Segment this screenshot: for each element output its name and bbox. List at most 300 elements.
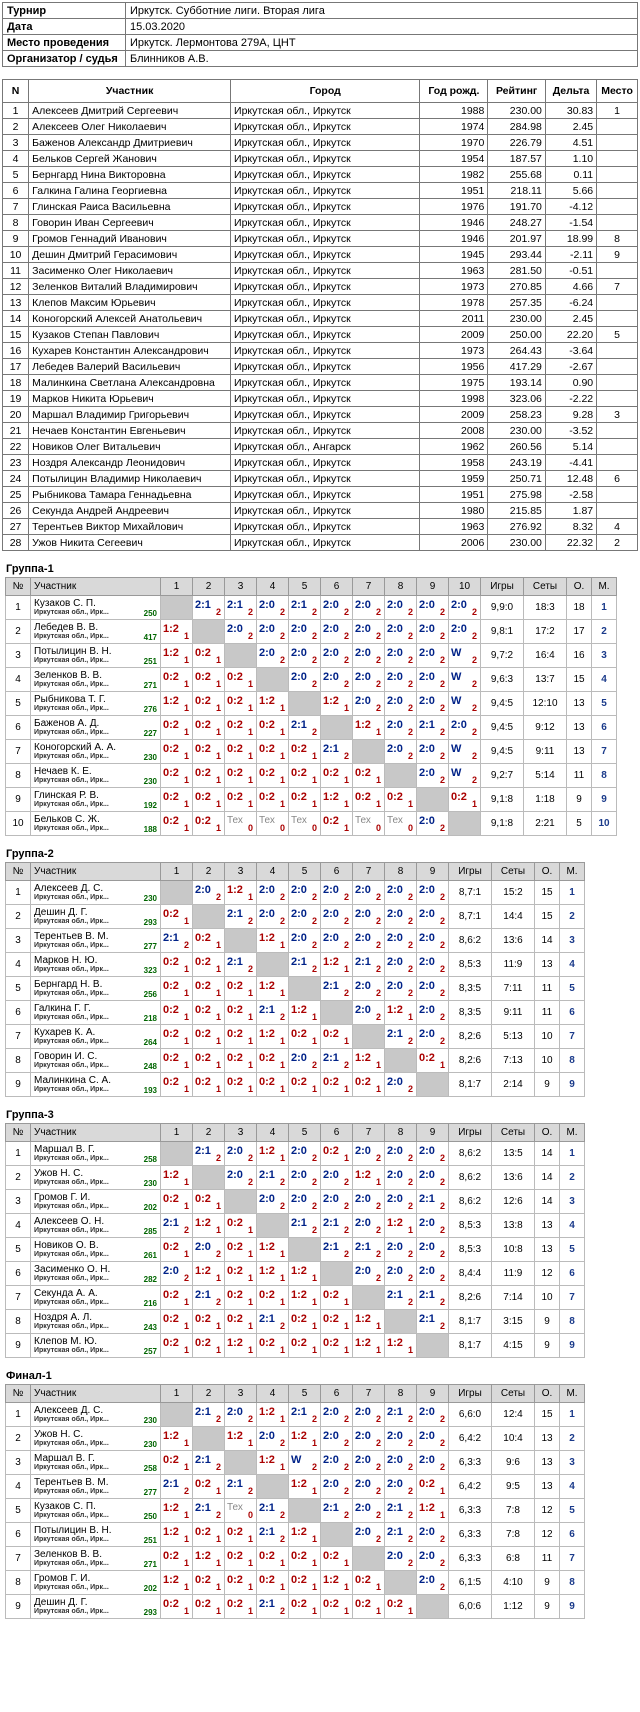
result-cell <box>417 1547 449 1571</box>
column-header: 5 <box>289 863 321 881</box>
participant-rating: 193 <box>143 1086 157 1095</box>
result-cell <box>193 1001 225 1025</box>
match-score: Тех <box>227 1502 243 1513</box>
match-score: 1:2 <box>227 1430 243 1442</box>
games-value: 8,2:6 <box>449 1049 492 1073</box>
result-cell <box>257 692 289 716</box>
points-value: 9 <box>535 1595 560 1619</box>
participant-rating: 271 <box>143 681 157 690</box>
match-score: 0:2 <box>163 1193 179 1205</box>
column-header: Дельта <box>545 80 596 103</box>
table-row <box>3 311 638 327</box>
participant-name: Говорин И. С. <box>34 1051 98 1062</box>
result-cell <box>289 716 321 740</box>
participant-name: Ужов Н. С. <box>34 1168 84 1179</box>
row-number: 7 <box>6 1547 31 1571</box>
self-cell <box>289 1238 321 1262</box>
match-points: 2 <box>215 1249 221 1259</box>
result-cell <box>353 1403 385 1427</box>
match-points: 0 <box>279 823 285 833</box>
match-points: 2 <box>407 1438 413 1448</box>
table-cell: 12.48 <box>545 471 596 487</box>
match-score: 2:0 <box>355 1502 371 1514</box>
result-cell <box>225 881 257 905</box>
match-points: 1 <box>247 1084 253 1094</box>
match-score: 2:1 <box>291 1217 307 1229</box>
match-score: 2:0 <box>323 599 339 611</box>
match-points: 1 <box>311 1273 317 1283</box>
match-score: 0:2 <box>291 791 307 803</box>
result-cell <box>161 1451 193 1475</box>
match-points: 1 <box>215 1486 221 1496</box>
games-value: 6,4:2 <box>449 1427 492 1451</box>
table-row <box>3 359 638 375</box>
row-number: 4 <box>6 668 31 692</box>
match-points: 2 <box>215 1414 221 1424</box>
group-row <box>6 740 617 764</box>
row-number: 7 <box>6 1286 31 1310</box>
table-cell: 1970 <box>420 135 488 151</box>
result-cell <box>161 740 193 764</box>
result-cell <box>353 905 385 929</box>
table-cell: 264.43 <box>488 343 546 359</box>
sets-value: 5:13 <box>492 1025 535 1049</box>
result-cell <box>385 788 417 812</box>
result-cell <box>161 1547 193 1571</box>
match-score: 2:0 <box>259 884 275 896</box>
row-number: 1 <box>6 596 31 620</box>
match-score: 2:0 <box>323 1478 339 1490</box>
sets-value: 14:4 <box>492 905 535 929</box>
table-cell: Иркутская обл., Иркутск <box>231 503 420 519</box>
self-cell <box>257 953 289 977</box>
table-row <box>3 167 638 183</box>
sets-value: 16:4 <box>524 644 567 668</box>
match-points: 0 <box>375 823 381 833</box>
match-points: 2 <box>439 727 445 737</box>
result-cell <box>193 764 225 788</box>
match-points: 1 <box>407 1345 413 1355</box>
result-cell <box>257 1049 289 1073</box>
match-score: 0:2 <box>227 1550 243 1562</box>
match-score: 2:1 <box>291 719 307 731</box>
table-cell <box>597 295 638 311</box>
result-cell <box>417 1571 449 1595</box>
match-points: 1 <box>215 1060 221 1070</box>
match-score: 0:2 <box>227 1313 243 1325</box>
result-cell <box>417 596 449 620</box>
match-score: 2:1 <box>259 1526 275 1538</box>
games-value: 8,6:2 <box>449 1190 492 1214</box>
match-points: 1 <box>215 655 221 665</box>
participant-name: Коногорский А. А. <box>34 742 117 753</box>
participant-region: Иркутская обл., Ирк... <box>34 825 109 832</box>
match-points: 1 <box>183 1438 189 1448</box>
result-cell <box>385 1499 417 1523</box>
points-value: 9 <box>535 1571 560 1595</box>
match-points: 1 <box>311 1012 317 1022</box>
match-score: 1:2 <box>387 1217 403 1229</box>
result-cell <box>161 1571 193 1595</box>
self-cell <box>257 668 289 692</box>
match-points: 1 <box>279 1345 285 1355</box>
match-points: 2 <box>215 1297 221 1307</box>
match-score: 0:2 <box>419 1052 435 1064</box>
participant-region: Иркутская обл., Ирк... <box>34 633 109 640</box>
result-cell <box>321 1427 353 1451</box>
participant-rating: 230 <box>143 1416 157 1425</box>
match-score: 0:2 <box>259 1289 275 1301</box>
result-cell <box>225 1286 257 1310</box>
match-score: 2:0 <box>451 719 467 731</box>
result-cell <box>417 1523 449 1547</box>
match-points: 1 <box>247 1225 253 1235</box>
place-value: 3 <box>560 1451 585 1475</box>
match-score: 2:1 <box>259 1502 275 1514</box>
participant-cell <box>31 1595 161 1619</box>
place-value: 3 <box>592 644 617 668</box>
participant-cell <box>31 905 161 929</box>
table-row <box>3 343 638 359</box>
match-score: 2:0 <box>419 1145 435 1157</box>
match-score: 0:2 <box>259 767 275 779</box>
participant-cell <box>31 668 161 692</box>
result-cell <box>193 929 225 953</box>
match-score: 2:0 <box>387 1550 403 1562</box>
match-points: 1 <box>183 775 189 785</box>
participant-rating: 230 <box>143 777 157 786</box>
result-cell <box>321 740 353 764</box>
match-score: Тех <box>355 815 371 826</box>
match-points: 2 <box>343 1060 349 1070</box>
table-cell <box>597 119 638 135</box>
result-cell <box>289 1142 321 1166</box>
table-cell: Кузаков Степан Павлович <box>29 327 231 343</box>
games-value: 8,3:5 <box>449 977 492 1001</box>
match-points: 1 <box>183 988 189 998</box>
row-number: 9 <box>6 1595 31 1619</box>
place-value: 5 <box>560 977 585 1001</box>
match-points: 2 <box>375 1534 381 1544</box>
match-score: 2:0 <box>355 671 371 683</box>
match-score: 1:2 <box>163 1430 179 1442</box>
column-header: 2 <box>193 863 225 881</box>
group-row <box>6 1238 585 1262</box>
participant-name: Баженов А. Д. <box>34 718 100 729</box>
match-score: 2:0 <box>387 599 403 611</box>
match-points: 2 <box>471 727 477 737</box>
table-cell: 323.06 <box>488 391 546 407</box>
points-value: 10 <box>535 1286 560 1310</box>
match-score: 2:0 <box>355 623 371 635</box>
info-key: Дата <box>3 19 126 35</box>
match-points: 1 <box>279 1084 285 1094</box>
points-value: 9 <box>535 1073 560 1097</box>
sets-value: 9:6 <box>492 1451 535 1475</box>
match-score: 0:2 <box>163 1454 179 1466</box>
table-cell: Иркутская обл., Иркутск <box>231 151 420 167</box>
sets-value: 12:4 <box>492 1403 535 1427</box>
group-row <box>6 1571 585 1595</box>
match-score: 2:1 <box>227 1478 243 1490</box>
match-score: 1:2 <box>259 932 275 944</box>
match-points: 2 <box>407 751 413 761</box>
table-cell <box>597 135 638 151</box>
table-cell: 2 <box>3 119 29 135</box>
row-number: 6 <box>6 1262 31 1286</box>
match-points: 1 <box>183 727 189 737</box>
self-cell <box>417 1595 449 1619</box>
result-cell <box>321 1334 353 1358</box>
group-header-row <box>6 578 617 596</box>
result-cell <box>321 1403 353 1427</box>
match-points: 1 <box>183 1558 189 1568</box>
match-score: 2:0 <box>163 1265 179 1277</box>
match-score: 2:0 <box>259 599 275 611</box>
match-points: 1 <box>375 1582 381 1592</box>
match-score: 2:0 <box>323 1193 339 1205</box>
match-points: 2 <box>375 703 381 713</box>
result-cell <box>289 644 321 668</box>
result-cell <box>257 1334 289 1358</box>
games-value: 9,1:8 <box>481 812 524 836</box>
participant-rating: 218 <box>143 1014 157 1023</box>
match-score: 2:0 <box>387 884 403 896</box>
result-cell <box>289 929 321 953</box>
tournament-info <box>2 2 638 67</box>
column-header: 6 <box>321 578 353 596</box>
result-cell <box>225 812 257 836</box>
match-score: 0:2 <box>227 671 243 683</box>
column-header: № <box>6 578 31 596</box>
match-points: 2 <box>407 988 413 998</box>
table-cell: Иркутская обл., Иркутск <box>231 375 420 391</box>
participant-rating: 258 <box>143 1155 157 1164</box>
table-cell: 8 <box>597 231 638 247</box>
match-score: 0:2 <box>227 1217 243 1229</box>
match-points: 1 <box>247 1060 253 1070</box>
match-score: 1:2 <box>195 1265 211 1277</box>
place-value: 7 <box>560 1547 585 1571</box>
result-cell <box>321 1142 353 1166</box>
games-value: 8,6:2 <box>449 1166 492 1190</box>
match-score: 0:2 <box>195 695 211 707</box>
match-score: 0:2 <box>291 1028 307 1040</box>
group-title: Группа-3 <box>6 1109 54 1121</box>
group-row <box>6 881 585 905</box>
match-points: 2 <box>439 1558 445 1568</box>
table-cell: 8.32 <box>545 519 596 535</box>
table-cell: 19 <box>3 391 29 407</box>
match-score: 2:0 <box>355 599 371 611</box>
table-cell: 1988 <box>420 103 488 119</box>
participant-rating: 271 <box>143 1560 157 1569</box>
column-header: 9 <box>417 1124 449 1142</box>
match-points: 2 <box>439 775 445 785</box>
table-cell: 30.83 <box>545 103 596 119</box>
match-score: 0:2 <box>291 1337 307 1349</box>
match-points: 2 <box>407 1414 413 1424</box>
match-points: 2 <box>279 892 285 902</box>
table-cell <box>597 391 638 407</box>
table-cell: 276.92 <box>488 519 546 535</box>
participant-rating: 250 <box>143 609 157 618</box>
match-points: 1 <box>215 1558 221 1568</box>
table-cell: Иркутская обл., Иркутск <box>231 423 420 439</box>
result-cell <box>321 977 353 1001</box>
table-cell: Зеленков Виталий Владимирович <box>29 279 231 295</box>
group-row <box>6 620 617 644</box>
match-score: 1:2 <box>163 1526 179 1538</box>
result-cell <box>353 1523 385 1547</box>
match-points: 2 <box>439 823 445 833</box>
table-cell: 187.57 <box>488 151 546 167</box>
table-cell: 1951 <box>420 487 488 503</box>
self-cell <box>225 929 257 953</box>
table-cell: 1 <box>597 103 638 119</box>
column-header: М. <box>560 1385 585 1403</box>
result-cell <box>161 1286 193 1310</box>
match-score: 0:2 <box>355 1076 371 1088</box>
match-score: 1:2 <box>259 980 275 992</box>
result-cell <box>193 953 225 977</box>
match-score: 2:0 <box>419 932 435 944</box>
match-score: 0:2 <box>259 719 275 731</box>
games-value: 8,4:4 <box>449 1262 492 1286</box>
result-cell <box>321 1073 353 1097</box>
match-points: 2 <box>375 916 381 926</box>
match-points: 1 <box>183 916 189 926</box>
match-score: 2:0 <box>387 1193 403 1205</box>
match-points: 1 <box>407 1225 413 1235</box>
table-cell: Иркутская обл., Иркутск <box>231 535 420 551</box>
result-cell <box>385 692 417 716</box>
match-score: 2:1 <box>195 1145 211 1157</box>
group-title: Группа-1 <box>6 563 54 575</box>
match-score: 1:2 <box>259 1145 275 1157</box>
match-score: 2:1 <box>355 956 371 968</box>
participant-region: Иркутская обл., Ирк... <box>34 1440 109 1447</box>
place-value: 9 <box>560 1073 585 1097</box>
match-score: 2:0 <box>419 956 435 968</box>
match-score: 0:2 <box>323 1076 339 1088</box>
result-cell <box>417 1262 449 1286</box>
match-points: 1 <box>215 1036 221 1046</box>
result-cell <box>193 1286 225 1310</box>
result-cell <box>353 929 385 953</box>
table-row <box>3 119 638 135</box>
match-points: 2 <box>407 631 413 641</box>
result-cell <box>353 1427 385 1451</box>
match-points: 1 <box>247 1438 253 1448</box>
column-header: М. <box>592 578 617 596</box>
table-cell <box>597 439 638 455</box>
match-points: 2 <box>279 1012 285 1022</box>
column-header: Сеты <box>524 578 567 596</box>
table-row <box>3 151 638 167</box>
table-cell: 28 <box>3 535 29 551</box>
participant-region: Иркутская обл., Ирк... <box>34 966 109 973</box>
match-points: 2 <box>311 1177 317 1187</box>
match-points: 1 <box>311 751 317 761</box>
match-score: 0:2 <box>195 1076 211 1088</box>
result-cell <box>289 881 321 905</box>
match-points: 1 <box>407 1606 413 1616</box>
match-points: 2 <box>247 964 253 974</box>
match-score: 2:1 <box>259 1598 275 1610</box>
result-cell <box>449 764 481 788</box>
result-cell <box>321 1025 353 1049</box>
match-points: 1 <box>279 988 285 998</box>
participant-rating: 250 <box>143 1512 157 1521</box>
sets-value: 7:8 <box>492 1499 535 1523</box>
match-score: 2:0 <box>323 1169 339 1181</box>
match-score: 0:2 <box>227 1526 243 1538</box>
column-header: Игры <box>449 1385 492 1403</box>
result-cell <box>225 1025 257 1049</box>
info-value: Блинников А.В. <box>126 51 638 67</box>
match-points: 2 <box>343 988 349 998</box>
table-cell: 18.99 <box>545 231 596 247</box>
match-score: 2:0 <box>355 1526 371 1538</box>
match-points: 2 <box>439 607 445 617</box>
match-score: 0:2 <box>259 1337 275 1349</box>
table-cell: -4.41 <box>545 455 596 471</box>
result-cell <box>257 1403 289 1427</box>
column-header: 3 <box>225 1385 257 1403</box>
match-score: 2:0 <box>259 647 275 659</box>
match-points: 2 <box>471 679 477 689</box>
match-score: 0:2 <box>355 1574 371 1586</box>
participant-region: Иркутская обл., Ирк... <box>34 1416 109 1423</box>
match-points: 1 <box>215 1084 221 1094</box>
participant-name: Ужов Н. С. <box>34 1429 84 1440</box>
participant-rating: 230 <box>143 894 157 903</box>
result-cell <box>417 1286 449 1310</box>
match-points: 2 <box>407 1201 413 1211</box>
result-cell <box>161 1595 193 1619</box>
match-points: 2 <box>343 1414 349 1424</box>
participant-rating: 230 <box>143 1440 157 1449</box>
match-points: 2 <box>343 1249 349 1259</box>
match-points: 1 <box>183 1582 189 1592</box>
match-score: 0:2 <box>259 1550 275 1562</box>
group-table <box>5 577 617 836</box>
table-cell: Коногорский Алексей Анатольевич <box>29 311 231 327</box>
sets-value: 17:2 <box>524 620 567 644</box>
match-score: 0:2 <box>163 980 179 992</box>
row-number: 5 <box>6 977 31 1001</box>
column-header: 3 <box>225 1124 257 1142</box>
column-header: 2 <box>193 578 225 596</box>
match-points: 1 <box>311 1606 317 1616</box>
match-points: 2 <box>407 1462 413 1472</box>
match-points: 1 <box>311 799 317 809</box>
match-points: 2 <box>311 1153 317 1163</box>
match-points: 1 <box>279 940 285 950</box>
table-cell: 18 <box>3 375 29 391</box>
table-cell: 20 <box>3 407 29 423</box>
table-row <box>3 215 638 231</box>
match-points: 1 <box>247 799 253 809</box>
result-cell <box>321 1286 353 1310</box>
sets-value: 10:4 <box>492 1427 535 1451</box>
row-number: 9 <box>6 788 31 812</box>
table-cell: Нечаев Константин Евгеньевич <box>29 423 231 439</box>
points-value: 13 <box>535 1214 560 1238</box>
participant-cell <box>31 692 161 716</box>
games-value: 9,8:1 <box>481 620 524 644</box>
